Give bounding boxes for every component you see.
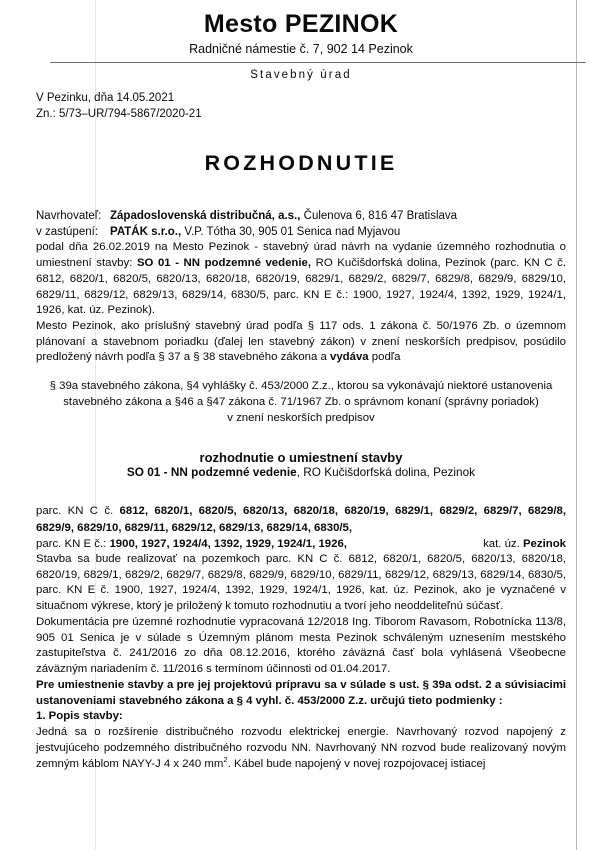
letterhead bbox=[36, 0, 566, 83]
proposer-value bbox=[110, 208, 566, 224]
parcel-block bbox=[36, 503, 566, 552]
representative-value bbox=[110, 224, 566, 240]
proposer-label: Navrhovateľ: bbox=[36, 209, 102, 222]
paragraph-authority bbox=[36, 319, 566, 366]
parcel-kn-e-group bbox=[36, 536, 347, 552]
reference-block bbox=[36, 91, 566, 123]
authority-text-part2: podľa bbox=[368, 351, 401, 364]
applicant-block bbox=[36, 208, 566, 241]
legal-basis-line-3: v znení neskorších predpisov bbox=[227, 411, 375, 424]
application-structure-name: SO 01 - NN podzemné vedenie, bbox=[136, 257, 312, 270]
application-text-part2: RO Kučišdorfská dolina, Pezinok (parc. KN C č. 6812, 6820/1, 6820/5, 6820/13, 6820/18, 6820/19, 6829/1, 6829/2, 6829/7, 6829/8, 6829/9, 6829/10, 6829/11, 6829/12, 6829/13, 6829/14, 6830/5, parc. KN E č.: 1900, 1927, 1924/4, 1392, 1929, 1924/1, 1926, kat. úz. Pezinok). bbox=[36, 257, 566, 317]
proposer-company: Západoslovenská distribučná, a.s., bbox=[110, 209, 301, 222]
parcel-kn-c-numbers: 6812, 6820/1, 6820/5, 6820/13, 6820/18, 6820/19, 6829/1, 6829/2, 6829/7, 6829/8, 6829/9, 6829/10, 6829/11, 6829/12, 6829/13, 6829/14, 6830/5, bbox=[36, 505, 566, 534]
organization-address: Radničné námestie č. 7, 902 14 Pezinok bbox=[189, 42, 413, 56]
legal-basis-block bbox=[36, 379, 566, 426]
parcel-kn-e-line bbox=[36, 536, 566, 552]
parcel-kn-c-label: parc. KN C č. bbox=[36, 505, 120, 518]
decision-structure-location: , RO Kučišdorfská dolina, Pezinok bbox=[296, 465, 476, 480]
page-title: ROZHODNUTIE bbox=[204, 150, 398, 175]
decision-block bbox=[36, 450, 566, 479]
condition-item-1-text bbox=[36, 725, 566, 772]
application-text-part1: podal dňa 26.02.2019 na Mesto Pezinok - stavebný úrad návrh na vydanie územného rozhodnutia o umiestnení stavby: bbox=[36, 241, 566, 270]
paragraph-application bbox=[36, 240, 566, 319]
place-and-date: V Pezinku, dňa 14.05.2021 bbox=[36, 91, 175, 104]
proposer-address: Čulenova 6, 816 47 Bratislava bbox=[300, 209, 458, 222]
authority-text-part1: Mesto Pezinok, ako príslušný stavebný úrad podľa § 117 ods. 1 zákona č. 50/1976 Zb. o územnom plánovaní a stavebnom poriadku (ďalej len stavebný zákon) v znení neskorších predpisov, posúdilo predložený návrh podľa § 37 a § 38 stavebného zákona a bbox=[36, 320, 566, 364]
parcel-kn-e-label: parc. KN E č.: bbox=[36, 537, 110, 550]
decision-heading: rozhodnutie o umiestnení stavby bbox=[199, 450, 403, 466]
paragraph-construction-location: Stavba sa bude realizovať na pozemkoch parc. KN C č. 6812, 6820/1, 6820/5, 6820/13, 6820/18, 6820/19, 6829/1, 6829/2, 6829/7, 6829/8, 6829/9, 6829/10, 6829/11, 6829/12, 6829/13, 6829/14, 6830/5, parc. KN E č. 1900, 1927, 1924/4, 1392, 1929, 1924/1, 1926, kat. úz. Pezinok, ako je vyznačené v situačnom výkrese, ktorý je priložený k tomuto rozhodnutiu a tvorí jeho neoddeliteľnú súčasť. bbox=[36, 552, 566, 613]
proposer-row bbox=[36, 208, 566, 224]
department-name: Stavebný úrad bbox=[250, 68, 352, 81]
cadastre-label: kat. úz. bbox=[483, 537, 523, 550]
cadastre-group bbox=[483, 536, 566, 552]
decision-structure-code: SO 01 - NN podzemné vedenie bbox=[126, 465, 297, 480]
condition-1-superscript: 2 bbox=[223, 754, 228, 764]
decision-subheading bbox=[36, 465, 566, 479]
letterhead-divider bbox=[50, 62, 586, 63]
authority-issues-word: vydáva bbox=[330, 351, 369, 364]
representative-row bbox=[36, 224, 566, 240]
cadastre-value: Pezinok bbox=[522, 537, 566, 550]
representative-label: v zastúpení: bbox=[36, 226, 99, 239]
file-number: Zn.: 5/73–UR/794-5867/2020-21 bbox=[36, 107, 202, 120]
legal-basis-line-1: § 39a stavebného zákona, §4 vyhlášky č. 453/2000 Z.z., ktorou sa vykonávajú niektoré ustanovenia bbox=[49, 380, 553, 393]
organization-name: Mesto PEZINOK bbox=[203, 10, 399, 38]
condition-item-1-heading bbox=[36, 709, 566, 725]
parcel-kn-e-numbers: 1900, 1927, 1924/4, 1392, 1929, 1924/1, 1926, bbox=[109, 537, 347, 550]
legal-basis-line-2: stavebného zákona a §46 a §47 zákona č. 71/1967 Zb. o správnom konaní (správny poriadok) bbox=[63, 395, 539, 408]
representative-address: V.P. Tótha 30, 905 01 Senica nad Myjavou bbox=[181, 226, 401, 239]
condition-1-text-part1: Jedná sa o rozšírenie distribučného rozvodu elektrickej energie. Navrhovaný rozvod napojený z jestvujúceho podzemného distribučného rozvodu NN. Navrhovaný NN rozvod bude realizovaný novým zemným káblom NAYY-J 4 x 240 mm bbox=[36, 726, 566, 770]
paragraph-conditions-intro bbox=[36, 678, 566, 709]
conditions-intro-text: Pre umiestnenie stavby a pre jej projektovú prípravu sa v súlade s ust. § 39a odst. 2 a súvisiacimi ustanoveniami stavebného zákona a § 4 vyhl. č. 453/2000 Z.z. určujú tieto podmienky : bbox=[36, 678, 566, 707]
paragraph-documentation: Dokumentácia pre územné rozhodnutie vypracovaná 12/2018 Ing. Tiborom Ravasom, Robotnícka 113/8, 905 01 Senica je v súlade s Územným plánom mesta Pezinok schváleným uznesením mestského zastupiteľstva č. 241/2016 zo dňa 08.12.2016, ktorého záväzná časť bola vyhlásená Všeobecne záväzným nariadením č. 11/2016 s termínom účinnosti od 01.04.2017. bbox=[36, 615, 566, 676]
condition-1-title: 1. Popis stavby: bbox=[36, 710, 123, 723]
condition-1-text-part2: . Kábel bude napojený v novej rozpojovacej istiacej bbox=[227, 757, 486, 770]
parcel-kn-c-line bbox=[36, 503, 566, 535]
representative-company: PATÁK s.r.o., bbox=[110, 226, 182, 239]
